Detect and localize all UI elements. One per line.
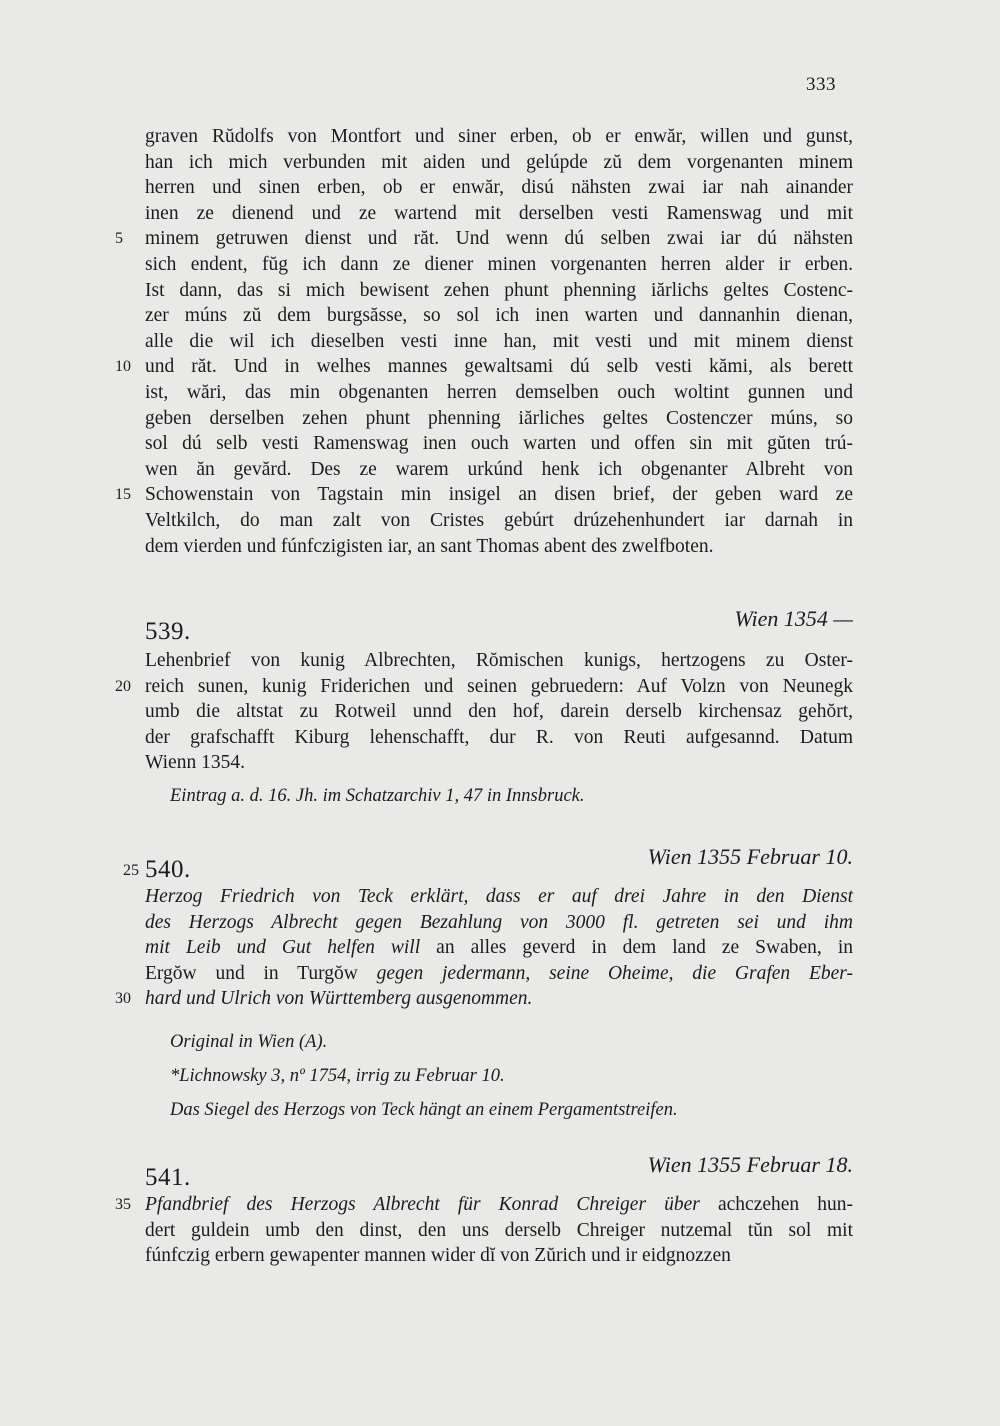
entry-place-date: Wien 1354 — <box>734 606 853 631</box>
line-text: fúnfczig erbern gewapenter mannen wider dĭ von Zŭrich und ir eidgnozzen <box>145 1245 731 1267</box>
text-line <box>145 201 853 227</box>
italic-text: Herzog Friedrich von Teck erklärt, dass er auf drei Jahre in den Dienst <box>145 886 853 907</box>
line-text: herren und sinen erben, ob er enwăr, disú nähsten zwai iar nah ainander <box>145 177 853 199</box>
text-line <box>145 406 853 432</box>
entry-540-header <box>123 844 853 884</box>
italic-text: hard und Ulrich von Württemberg ausgenommen. <box>145 988 533 1010</box>
text-line <box>115 482 853 508</box>
line-text: Ergŏw und in Turgŏw <box>145 962 377 984</box>
text-line <box>115 986 853 1012</box>
line-number: 25 <box>123 862 139 879</box>
text-line <box>115 674 853 700</box>
intro-text-block <box>115 124 853 559</box>
line-text: ist, wări, das min obgenanten herren demselben ouch woltint gunnen und <box>145 381 853 403</box>
page-number: 333 <box>806 74 836 95</box>
entry-number: 539. <box>145 618 191 645</box>
text-line <box>145 725 853 751</box>
line-text: sol dú selb vesti Ramenswag inen ouch warten und offen sin mit gŭten trú- <box>145 433 853 455</box>
text-line <box>145 252 853 278</box>
line-text: umb die altstat zu Rotweil unnd den hof, darein derselb kirchensaz gehŏrt, <box>145 701 853 723</box>
line-text: Wienn 1354. <box>145 752 245 774</box>
entry-540-note-3: Das Siegel des Herzogs von Teck hängt an einem Pergamentstreifen. <box>170 1100 678 1120</box>
line-text: der grafschafft Kiburg lehenschafft, dur R. von Reuti aufgesannd. Datum <box>145 726 853 748</box>
text-line <box>145 534 853 560</box>
text-line <box>145 648 853 674</box>
line-text: inen ze dienend und ze wartend mit derselben vesti Ramenswag und mit <box>145 202 853 224</box>
line-text: Veltkilch, do man zalt von Cristes gebúrt drúzehenhundert iar darnah in <box>145 509 853 531</box>
line-number: 20 <box>115 677 131 695</box>
entry-540-body <box>115 884 853 1012</box>
line-text: an alles geverd in dem land ze Swaben, in <box>420 937 853 959</box>
text-line <box>145 457 853 483</box>
entry-place-date: Wien 1355 Februar 10. <box>647 844 853 869</box>
line-text: alle die wil ich dieselben vesti inne han, mit vesti und mit minem dienst <box>145 330 853 352</box>
text-line <box>145 910 853 936</box>
entry-place-date: Wien 1355 Februar 18. <box>647 1152 853 1177</box>
line-text: dert guldein umb den dinst, den uns derselb Chreiger nutzemal tŭn sol mit <box>145 1219 853 1241</box>
line-text: Ist dann, das si mich bewisent zehen phunt phenning iărlichs geltes Costenc- <box>145 279 853 301</box>
entry-539-header <box>145 606 853 646</box>
text-line <box>145 508 853 534</box>
text-line <box>145 431 853 457</box>
line-text: geben derselben zehen phunt phenning iărliches geltes Costenczer múns, so <box>145 407 853 429</box>
text-line <box>145 124 853 150</box>
line-number: 10 <box>115 358 131 376</box>
entry-541-header <box>145 1152 853 1192</box>
line-text: wen ăn gevărd. Des ze warem urkúnd henk ich obgenanter Albreht von <box>145 458 853 480</box>
line-text: minem getruwen dienst und răt. Und wenn dú selben zwai iar dú nähsten <box>145 228 853 250</box>
text-line <box>145 150 853 176</box>
line-number: 5 <box>115 230 123 248</box>
text-line <box>115 1192 853 1218</box>
text-line <box>145 935 853 961</box>
line-text: reich sunen, kunig Friderichen und seinen gebruedern: Auf Volzn von Neunegk <box>145 675 853 697</box>
line-text: Schowenstain von Tagstain min insigel an disen brief, der geben ward ze <box>145 484 853 506</box>
text-line <box>145 380 853 406</box>
text-line <box>145 699 853 725</box>
line-text: zer múns zŭ dem burgsăsse, so sol ich inen warten und dannanhin dienan, <box>145 305 853 327</box>
text-line <box>145 175 853 201</box>
line-text: Lehenbrief von kunig Albrechten, Rŏmischen kunigs, hertzogens zu Oster- <box>145 650 853 671</box>
entry-number: 540. <box>145 856 191 883</box>
line-number: 30 <box>115 990 131 1008</box>
text-line <box>145 303 853 329</box>
line-text: graven Rŭdolfs von Montfort und siner erben, ob er enwăr, willen und gunst, <box>145 126 853 147</box>
text-line <box>145 329 853 355</box>
line-text: sich endent, fŭg ich dann ze diener minen vorgenanten herren alder ir erben. <box>145 253 853 275</box>
italic-text: Pfandbrief des Herzogs Albrecht für Konrad Chreiger über <box>145 1194 700 1215</box>
text-line <box>145 961 853 987</box>
entry-541-body <box>115 1192 853 1269</box>
entry-540-note-1: Original in Wien (A). <box>170 1032 328 1052</box>
text-line <box>115 354 853 380</box>
line-number: 35 <box>115 1196 131 1213</box>
entry-540-note-2: *Lichnowsky 3, nº 1754, irrig zu Februar 10. <box>170 1066 505 1086</box>
italic-text: des Herzogs Albrecht gegen Bezahlung von 3000 fl. getreten sei und ihm <box>145 911 853 933</box>
line-text: und răt. Und in welhes mannes gewaltsami dú selb vesti kămi, als berett <box>145 356 853 378</box>
italic-text: gegen jedermann, seine Oheime, die Grafen Eber- <box>376 962 853 984</box>
text-line <box>145 884 853 910</box>
text-line <box>145 1218 853 1244</box>
entry-539-body <box>115 648 853 776</box>
line-text: han ich mich verbunden mit aiden und gelúpde zŭ dem vorgenanten minem <box>145 151 853 173</box>
text-line <box>115 226 853 252</box>
entry-539-source-note: Eintrag a. d. 16. Jh. im Schatzarchiv 1, 47 in Innsbruck. <box>170 786 585 806</box>
line-text: achczehen hun- <box>699 1194 853 1215</box>
text-line <box>145 1243 853 1269</box>
italic-text: mit Leib und Gut helfen will <box>145 937 421 959</box>
line-text: dem vierden und fúnfczigisten iar, an sant Thomas abent des zwelfboten. <box>145 535 714 557</box>
entry-number: 541. <box>145 1164 191 1191</box>
text-line <box>145 750 853 776</box>
line-number: 15 <box>115 486 131 504</box>
text-line <box>145 278 853 304</box>
